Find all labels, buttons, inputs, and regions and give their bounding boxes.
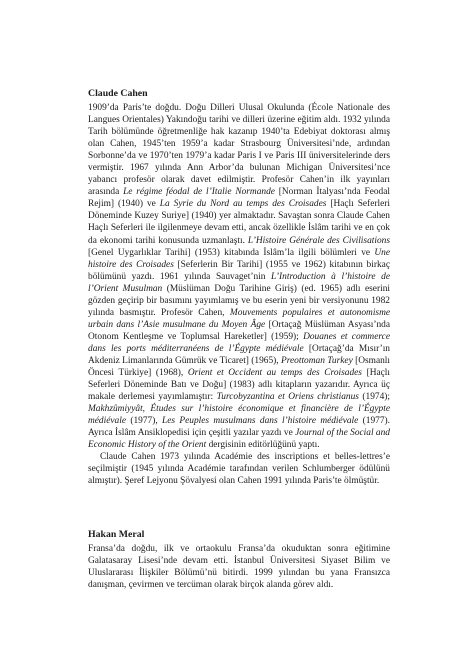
bio-paragraph bbox=[88, 451, 390, 487]
text-run: [Seferlerin Bir Tarihi] (1955 ve 1962) kitabının birkaç bölümünü yazdı. 1961 yılında Sauvaget’nin bbox=[88, 259, 390, 282]
translator-name: Hakan Meral bbox=[88, 529, 145, 540]
italic-title: La Syrie du Nord au temps des Croisades bbox=[159, 199, 327, 210]
author-name: Claude Cahen bbox=[88, 88, 148, 99]
italic-title: Le régime féodal de l’Italie Normande bbox=[123, 187, 275, 198]
text-run: [Ortaçağ’da Mısır’ın Akdeniz Limanlarında Gümrük ve Ticaret] (1965), bbox=[88, 343, 390, 366]
italic-title: L’Histoire Générale des Civilisations bbox=[247, 235, 390, 246]
italic-title: Makhzûmiyyât, Études sur l’histoire économique et financière de l’Égypte médiévale bbox=[88, 404, 390, 427]
bio-hakan-meral bbox=[88, 529, 390, 591]
bio-paragraph bbox=[88, 102, 390, 451]
bio-claude-cahen bbox=[88, 88, 390, 488]
text-run: (1977). Ayrıca İslâm Ansiklopedisi için çeşitli yazılar yazdı ve bbox=[88, 416, 390, 439]
text-run: [Norman İtalyası’nda Feodal Rejim] (1940) ve bbox=[88, 187, 390, 210]
text-run: (Müslüman Doğu Tarihine Giriş) (ed. 1965) adlı eserini gözden geçirip bir basımını yayımlamış ve bu eserin yeni bir versiyonunu 1982 yılında basmıştır. Profesör Cahen, bbox=[88, 283, 390, 318]
text-run: Claude Cahen 1973 yılında Académie des inscriptions et belles-lettres’e seçilmiştir (1945 yılında Académie tarafından verilen Schlumberger ödülünü almıştır). Şeref Lejyonu Şövalyesi olan Cahen 1991 yılında Paris’te ölmüştür. bbox=[88, 452, 390, 487]
italic-title: Journal of the Social and Economic History of the Orient bbox=[88, 428, 390, 451]
text-run: [Ortaçağ Müslüman Asyası’nda Otonom Kentleşme ve Toplumsal Hareketler] (1959); bbox=[88, 319, 390, 342]
italic-title: L’Introduction à l’histoire de l’Orient Musulman bbox=[88, 271, 390, 294]
italic-title: Douanes et commerce dans les ports méditerranéens de l’Égypte médiévale bbox=[88, 331, 390, 354]
text-run: 1909’da Paris’te doğdu. Doğu Dilleri Ulusal Okulunda (École Nationale des Langues Orientales) Yakındoğu tarihi ve dilleri üzerine eğitim aldı. 1932 yılında Tarih bölümünde öğretmenliğe hak kazanıp 1940’ta Edebiyat doktorası almış olan Cahen, 1945’ten 1959’a kadar Strasbourg Üniversitesi’nde, ardından Sorbonne’da ve 1970’ten 1979’a kadar Paris I ve Paris III üniversitelerinde ders vermiştir. 1967 yılında Ann Arbor’da bulunan Michigan Üniversitesi’nce yabancı profesör olarak davet edilmiştir. Profesör Cahen’in ilk yayınları arasında bbox=[88, 103, 390, 198]
text-run: (1977), bbox=[126, 416, 163, 427]
italic-title: Une histoire des Croisades bbox=[88, 247, 390, 270]
text-run: Fransa’da doğdu, ilk ve ortaokulu Fransa’da okuduktan sonra eğitimine Galatasaray Lisesi’nde devam etti. İstanbul Üniversitesi Siyaset Bilim ve Uluslararası İlişkiler Bölümü’nü bitirdi. 1999 yılından bu yana Fransızca danışman, çevirmen ve tercüman olarak birçok alanda görev aldı. bbox=[88, 544, 390, 591]
italic-title: Orient et Occident au temps des Croisades bbox=[187, 368, 362, 379]
italic-title: Mouvements populaires et autonomisme urbain dans l’Asie musulmane du Moyen Âge bbox=[88, 307, 391, 330]
text-run: (1974); bbox=[358, 392, 390, 403]
text-run: [Haçlı Seferleri Döneminde Batı ve Doğu] (1983) adlı kitapların yazarıdır. Ayrıca üç makale derlemesi yayımlamıştır: bbox=[88, 368, 390, 403]
italic-title: Turcobyzantina et Oriens christianus bbox=[216, 392, 359, 403]
text-run: [Haçlı Seferleri Döneminde Kuzey Suriye] (1940) yer almaktadır. Savaştan sonra Claude Cahen Haçlı Seferleri ile ilgilenmeye devam etti, ancak özellikle İslâm tarihi ve en çok da ekonomi tarihi konusunda uzmanlaştı. bbox=[88, 199, 390, 246]
bio-paragraph bbox=[88, 543, 390, 591]
text-run: [Genel Uygarlıklar Tarihi] (1953) kitabında İslâm’la ilgili bölümleri ve bbox=[88, 247, 375, 258]
italic-title: Preottoman Turkey bbox=[280, 355, 353, 366]
text-run: dergisinin editörlüğünü yaptı. bbox=[206, 440, 320, 451]
text-run: [Osmanlı Öncesi Türkiye] (1968), bbox=[88, 355, 391, 379]
italic-title: Les Peuples musulmans dans l’histoire médiévale bbox=[162, 416, 359, 427]
